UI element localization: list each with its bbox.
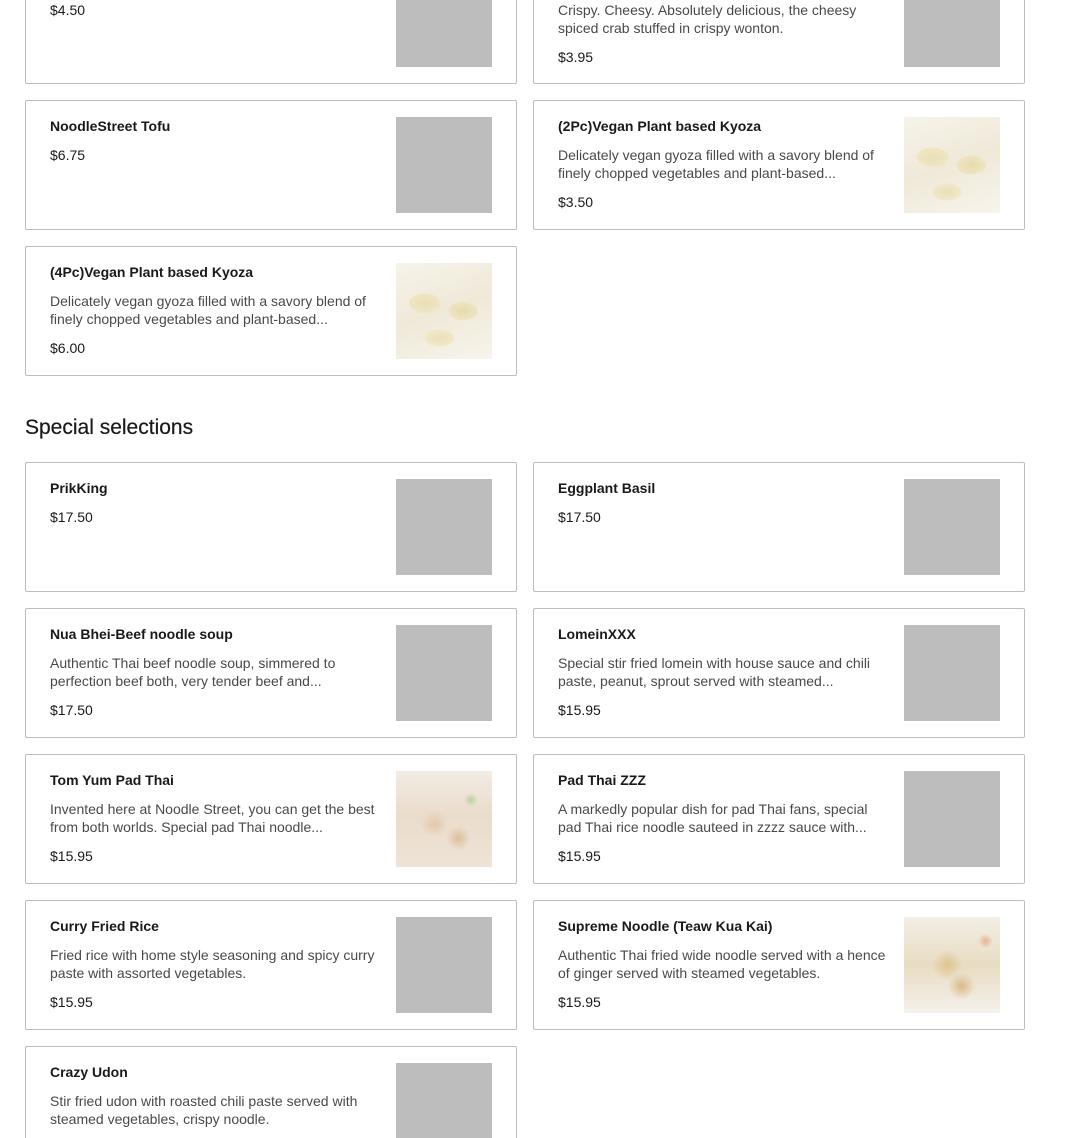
menu-item-card[interactable] [533,608,1025,738]
item-name: Pad Thai ZZZ [558,772,646,788]
item-info [50,479,382,526]
item-name: LomeinXXX [558,626,636,642]
menu-item-card[interactable] [533,100,1025,230]
item-info [50,1,382,19]
menu-item-card[interactable] [533,754,1025,884]
item-name: Tom Yum Pad Thai [50,772,174,788]
item-description: Invented here at Noodle Street, you can get the best from both worlds. Special pad Thai noodle... [50,801,375,835]
item-description: Delicately vegan gyoza filled with a savory blend of finely chopped vegetables and plant-based... [558,147,874,181]
item-price: $15.95 [50,994,93,1010]
item-info [50,771,382,865]
item-price: $3.50 [558,194,594,210]
menu-item-card[interactable] [25,100,517,230]
menu-item-card[interactable] [25,462,517,592]
item-name: NoodleStreet Tofu [50,118,171,134]
item-image-placeholder [396,917,492,1013]
menu-item-card[interactable] [25,754,517,884]
item-price: $17.50 [50,702,93,718]
menu-item-card[interactable] [25,0,517,84]
item-image-placeholder [396,625,492,721]
item-price: $17.50 [50,509,93,525]
item-description: Authentic Thai beef noodle soup, simmered to perfection beef both, very tender beef and... [50,655,336,689]
item-info [50,917,382,1011]
item-description: Stir fried udon with roasted chili paste served with steamed vegetables, crispy noodle. [50,1093,358,1127]
item-price: $15.95 [558,848,601,864]
item-price: $6.00 [50,340,86,356]
item-price: $15.95 [50,848,93,864]
item-name: Crazy Udon [50,1064,128,1080]
item-image-noodle [904,917,1000,1013]
item-image-placeholder [904,771,1000,867]
item-info [50,263,382,357]
menu-item-card[interactable] [25,246,517,376]
item-info [50,117,382,164]
item-image-placeholder [904,479,1000,575]
section-title: Special selections [25,416,194,439]
menu-item-card[interactable] [25,900,517,1030]
menu-item-card[interactable] [533,0,1025,84]
item-name: Nua Bhei-Beef noodle soup [50,626,233,642]
item-name: PrikKing [50,480,108,496]
item-image-placeholder [396,479,492,575]
item-info [558,1,890,66]
item-info [558,479,890,526]
item-image-placeholder [396,0,492,67]
item-description: Delicately vegan gyoza filled with a savory blend of finely chopped vegetables and plant-based... [50,293,366,327]
menu-item-card[interactable] [25,1046,517,1138]
item-price: $6.75 [50,147,86,163]
item-description: Fried rice with home style seasoning and spicy curry paste with assorted vegetables. [50,947,375,981]
item-info [558,625,890,719]
item-description: Special stir fried lomein with house sauce and chili paste, peanut, sprout served with steamed... [558,655,871,689]
item-info [558,771,890,865]
item-description: Crispy. Cheesy. Absolutely delicious, the cheesy spiced crab stuffed in crispy wonton. [558,2,857,36]
item-info [50,1063,382,1128]
item-name: (2Pc)Vegan Plant based Kyoza [558,118,762,134]
item-price: $4.50 [50,2,86,18]
item-description: A markedly popular dish for pad Thai fans, special pad Thai rice noodle sauteed in zzzz sauce with... [558,801,868,835]
item-price: $15.95 [558,702,601,718]
item-info [50,625,382,719]
item-image-pad-thai [396,771,492,867]
item-name: (4Pc)Vegan Plant based Kyoza [50,264,254,280]
item-price: $15.95 [558,994,601,1010]
item-description: Authentic Thai fried wide noodle served with a hence of ginger served with steamed vegetables. [558,947,886,981]
item-name: Eggplant Basil [558,480,656,496]
item-image-gyoza [396,263,492,359]
item-name: Curry Fried Rice [50,918,159,934]
item-image-placeholder [396,1063,492,1138]
item-price: $17.50 [558,509,601,525]
item-info [558,917,890,1011]
menu-item-card[interactable] [25,608,517,738]
item-name: Supreme Noodle (Teaw Kua Kai) [558,918,773,934]
item-price: $3.95 [558,49,594,65]
item-image-placeholder [904,625,1000,721]
item-image-gyoza [904,117,1000,213]
item-image-placeholder [904,0,1000,67]
item-info [558,117,890,211]
menu-item-card[interactable] [533,900,1025,1030]
menu-item-card[interactable] [533,462,1025,592]
item-image-placeholder [396,117,492,213]
